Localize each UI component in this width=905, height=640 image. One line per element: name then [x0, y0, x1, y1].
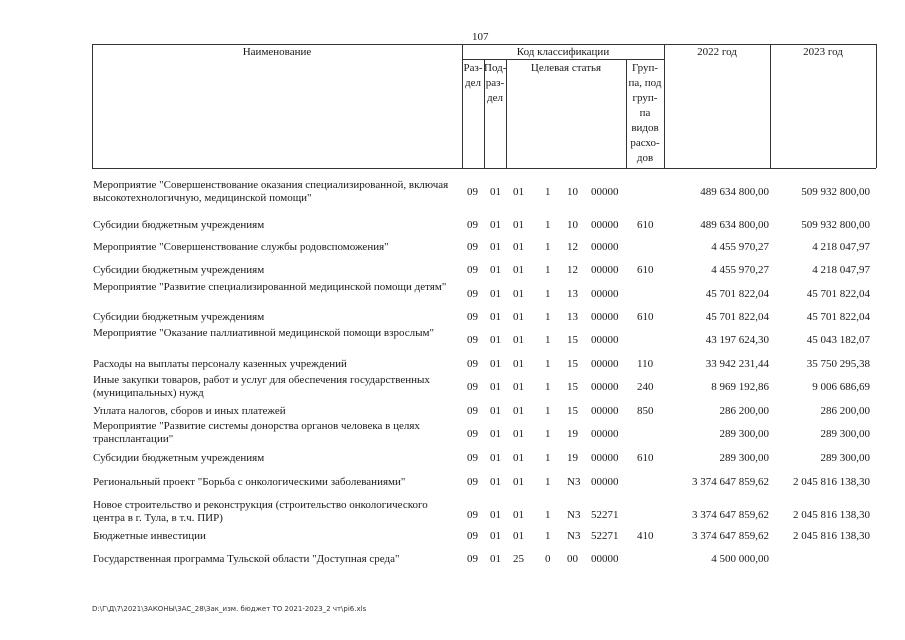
table-row: Новое строительство и реконструкция (строительство онкологического центра в г. Тула, в т.ч. ПИР) 09 01 01 1 N3 52271 3 374 647 859,62 2 045 816 138,30	[93, 499, 870, 524]
table-row: Бюджетные инвестиции 09 01 01 1 N3 52271 410 3 374 647 859,62 2 045 816 138,30	[93, 530, 870, 542]
table-row: Субсидии бюджетным учреждениям 09 01 01 1 12 00000 610 4 455 970,27 4 218 047,97	[93, 264, 870, 276]
row-name: Мероприятие "Совершенствование оказания специализированной, включая высокотехнологичную, медицинской помощи"	[93, 179, 449, 204]
table-row: Мероприятие "Развитие специализированной медицинской помощи детям" 09 01 01 1 13 00000 45 701 822,04 45 701 822,04	[93, 281, 870, 300]
table-row: Региональный проект "Борьба с онкологическими заболеваниями" 09 01 01 1 N3 00000 3 374 647 859,62 2 045 816 138,30	[93, 476, 870, 488]
header-name: Наименование	[242, 46, 312, 58]
header-target-article: Целевая статья	[530, 62, 602, 74]
header-year-2022: 2022 год	[697, 46, 737, 58]
table-row: Мероприятие "Совершенствование оказания специализированной, включая высокотехнологичную, медицинской помощи" 09 01 01 1 10 00000 489 634 800,00 509 932 800,00	[93, 179, 870, 204]
table-row: Субсидии бюджетным учреждениям 09 01 01 1 13 00000 610 45 701 822,04 45 701 822,04	[93, 311, 870, 323]
table-row: Уплата налогов, сборов и иных платежей 09 01 01 1 15 00000 850 286 200,00 286 200,00	[93, 405, 870, 417]
table-row: Мероприятие "Развитие системы донорства органов человека в целях трансплантации" 09 01 01 1 19 00000 289 300,00 289 300,00	[93, 420, 870, 445]
table-row: Иные закупки товаров, работ и услуг для обеспечения государственных (муниципальных) нужд 09 01 01 1 15 00000 240 8 969 192,86 9 006 686,69	[93, 374, 870, 399]
header-code: Код классификации	[516, 46, 610, 58]
header-podrazdel: Под- раз- дел	[484, 62, 507, 104]
table-row: Расходы на выплаты персоналу казенных учреждений 09 01 01 1 15 00000 110 33 942 231,44 35 750 295,38	[93, 358, 870, 370]
table-row: Мероприятие "Совершенствование службы родовспоможения" 09 01 01 1 12 00000 4 455 970,27 4 218 047,97	[93, 241, 870, 253]
header-razdel: Раз- дел	[463, 62, 483, 89]
table-row: Государственная программа Тульской области "Доступная среда" 09 01 25 0 00 00000 4 500 000,00	[93, 553, 769, 565]
table-row: Субсидии бюджетным учреждениям 09 01 01 1 19 00000 610 289 300,00 289 300,00	[93, 452, 870, 464]
table-row: Субсидии бюджетным учреждениям 09 01 01 1 10 00000 610 489 634 800,00 509 932 800,00	[93, 219, 870, 231]
file-path-footer: D:\Г\Д\7\2021\ЗАКОНЫ\ЗАС_28\Зак_изм. бюджет ТО 2021-2023_2 чт\рі6.xls	[92, 605, 367, 613]
header-year-2023: 2023 год	[803, 46, 843, 58]
header-expense-group: Груп- па, под груп- па видов расхо- дов	[628, 62, 662, 164]
table-row: Мероприятие "Оказание паллиативной медицинской помощи взрослым" 09 01 01 1 15 00000 43 197 624,30 45 043 182,07	[93, 327, 870, 346]
page-number: 107	[472, 31, 489, 43]
